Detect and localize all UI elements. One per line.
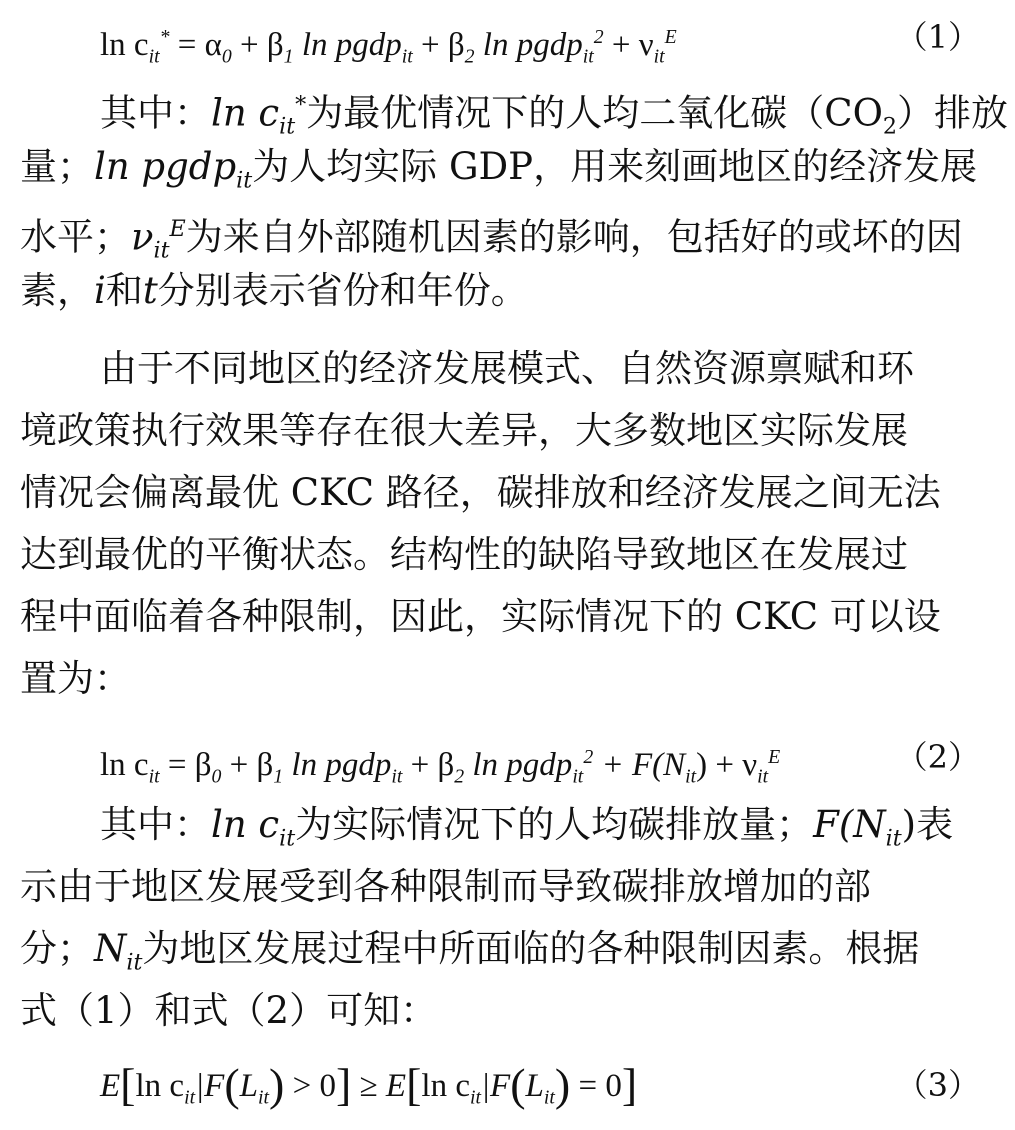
- p1-line-1: [100, 76, 1009, 140]
- p1-l1-post: 为最优情况下的人均二氧化碳（CO: [306, 91, 883, 135]
- p2-line-5: 程中面临着各种限制，因此，实际情况下的 CKC 可以设: [20, 595, 941, 638]
- p1-l4-mid: 和: [105, 269, 143, 312]
- eq2-beta1: + β: [229, 747, 274, 783]
- eq3-ge: ≥: [359, 1068, 386, 1104]
- p3-l3-post: 为地区发展过程中所面临的各种限制因素。根据: [142, 927, 920, 970]
- eq1-lhs: ln c: [100, 27, 149, 63]
- eq3-body1-rest: |F: [195, 1068, 225, 1104]
- p1-line-4: [20, 262, 995, 320]
- p3-l3-n-sub: it: [126, 949, 143, 976]
- eq3-paren2-open: (: [510, 1059, 526, 1110]
- p1-l3-pre: 水平；: [20, 215, 131, 259]
- eq2-term2: ln pgdp: [472, 747, 573, 783]
- eq1-beta2-sub: 2: [464, 45, 475, 68]
- p2-line-4: 达到最优的平衡状态。结构性的缺陷导致地区在发展过: [20, 533, 908, 576]
- p1-l3-math-sup: E: [169, 216, 186, 242]
- eq3-l1-sub: it: [258, 1086, 269, 1109]
- eq2-beta1-sub: 1: [273, 765, 284, 788]
- equation-3-body: [100, 1056, 637, 1114]
- p1-line-2: [20, 138, 995, 196]
- eq2-f: + F(N: [601, 747, 686, 783]
- eq2-beta2: + β: [410, 747, 455, 783]
- p3-l1-f-sub: it: [885, 825, 902, 852]
- eq2-lhs: ln c: [100, 747, 149, 783]
- eq2-term1-sub: it: [391, 765, 403, 788]
- eq1-beta1: + β: [240, 27, 284, 63]
- p3-l1-math-sub: it: [279, 825, 296, 852]
- eq3-body2: ln c: [421, 1068, 470, 1104]
- equation-1: [100, 8, 980, 66]
- eq1-beta2: + β: [420, 27, 465, 63]
- p1-l1-pre: 其中：: [100, 91, 211, 135]
- p1-l4-t: t: [142, 269, 158, 312]
- p1-l2-math: ln pgdp: [94, 145, 237, 188]
- eq1-term1: ln pgdp: [301, 27, 402, 63]
- p1-l4-post: 分别表示省份和年份。: [157, 269, 528, 312]
- p3-l1-end: 表: [916, 803, 954, 846]
- eq2-lhs-sub: it: [148, 765, 160, 788]
- p1-l1-math-sup: *: [295, 92, 307, 118]
- eq3-close1: ]: [335, 1059, 352, 1110]
- eq3-e2: E: [385, 1068, 407, 1104]
- eq1-alpha: = α: [177, 27, 222, 63]
- eq2-f-sub: it: [685, 765, 697, 788]
- p2-line-1: 由于不同地区的经济发展模式、自然资源禀赋和环: [100, 347, 914, 390]
- p3-l1-math: ln c: [211, 803, 280, 846]
- eq3-e1: E: [100, 1068, 121, 1104]
- eq1-nu-sub: it: [653, 45, 665, 68]
- eq1-term2-sub: it: [582, 45, 594, 68]
- p1-l3-math-sub: it: [153, 237, 170, 264]
- p2-line-3: 情况会偏离最优 CKC 路径，碳排放和经济发展之间无法: [20, 471, 941, 514]
- eq2-term2-sup: 2: [583, 746, 594, 768]
- p1-l4-pre: 素，: [20, 269, 94, 312]
- eq3-l2-sub: it: [543, 1086, 555, 1109]
- eq3-open2: [: [406, 1059, 422, 1110]
- equation-3-number: （3）: [895, 1066, 980, 1104]
- p1-l2-post: 为人均实际 GDP，用来刻画地区的经济发展: [252, 145, 978, 188]
- eq2-beta2-sub: 2: [454, 765, 465, 788]
- p1-l1-co2-sub: 2: [882, 113, 898, 140]
- p2-line-6: 置为：: [20, 657, 131, 700]
- p3-l1-pre: 其中：: [100, 803, 211, 846]
- eq3-cond2: = 0: [570, 1068, 622, 1104]
- eq1-alpha-sub: 0: [221, 45, 232, 68]
- p1-l4-i: i: [94, 269, 106, 312]
- eq2-beta0: = β: [167, 747, 212, 783]
- eq1-nu: + ν: [611, 27, 654, 63]
- p3-l3-pre: 分；: [20, 927, 94, 970]
- eq3-paren1-close: ): [269, 1059, 285, 1110]
- p1-l1-math: ln c: [211, 91, 280, 135]
- equation-2: [100, 728, 980, 786]
- p1-l1-end: ）排放: [897, 91, 1009, 135]
- eq3-body2-rest: |F: [480, 1068, 511, 1104]
- p1-l3-post: 为来自外部随机因素的影响，包括好的或坏的因: [185, 215, 963, 259]
- p3-l1-f: F(N: [813, 803, 886, 846]
- p3-line-4: 式（1）和式（2）可知：: [20, 989, 438, 1032]
- p3-line-3: [20, 920, 995, 978]
- equation-3: [100, 1056, 980, 1114]
- eq3-paren2-close: ): [554, 1059, 571, 1110]
- eq2-f-close: ) + ν: [696, 747, 758, 783]
- eq3-l1: L: [239, 1068, 258, 1104]
- eq3-body1: ln c: [135, 1068, 185, 1104]
- eq3-paren1-open: (: [224, 1059, 240, 1110]
- eq3-open1: [: [120, 1059, 136, 1110]
- equation-1-number: （1）: [895, 18, 980, 56]
- p1-line-3: [20, 200, 995, 264]
- eq3-cond1: > 0: [284, 1068, 336, 1104]
- p1-l2-pre: 量；: [20, 145, 94, 188]
- eq1-beta1-sub: 1: [283, 45, 294, 68]
- eq2-nu-sup: E: [768, 746, 781, 768]
- eq2-beta0-sub: 0: [211, 765, 222, 788]
- eq1-term1-sub: it: [401, 45, 413, 68]
- p3-line-1: [100, 796, 995, 854]
- eq2-nu-sub: it: [757, 765, 769, 788]
- p2-line-2: 境政策执行效果等存在很大差异，大多数地区实际发展: [20, 409, 908, 452]
- p1-l2-math-sub: it: [236, 167, 253, 194]
- eq1-term2-sup: 2: [593, 26, 604, 48]
- eq1-lhs-sup: *: [159, 26, 170, 48]
- p3-l1-f-close: ): [901, 803, 917, 846]
- equation-2-body: [100, 728, 780, 786]
- p1-l3-math: ν: [131, 215, 154, 259]
- eq3-body2-sub: it: [469, 1086, 481, 1109]
- equation-2-number: （2）: [895, 738, 980, 776]
- eq1-nu-sup: E: [664, 26, 677, 48]
- p3-l1-post: 为实际情况下的人均碳排放量；: [295, 803, 814, 846]
- p3-l3-n: N: [94, 927, 127, 970]
- p3-line-2: 示由于地区发展受到各种限制而导致碳排放增加的部: [20, 865, 871, 908]
- eq3-l2: L: [525, 1068, 544, 1104]
- eq1-term2: ln pgdp: [482, 27, 583, 63]
- eq2-term2-sub: it: [572, 765, 584, 788]
- eq3-body1-sub: it: [184, 1086, 196, 1109]
- eq2-term1: ln pgdp: [291, 747, 392, 783]
- eq1-lhs-sub: it: [148, 45, 160, 68]
- equation-1-body: [100, 8, 677, 66]
- p1-l1-math-sub: it: [279, 113, 296, 140]
- eq3-close2: ]: [621, 1059, 638, 1110]
